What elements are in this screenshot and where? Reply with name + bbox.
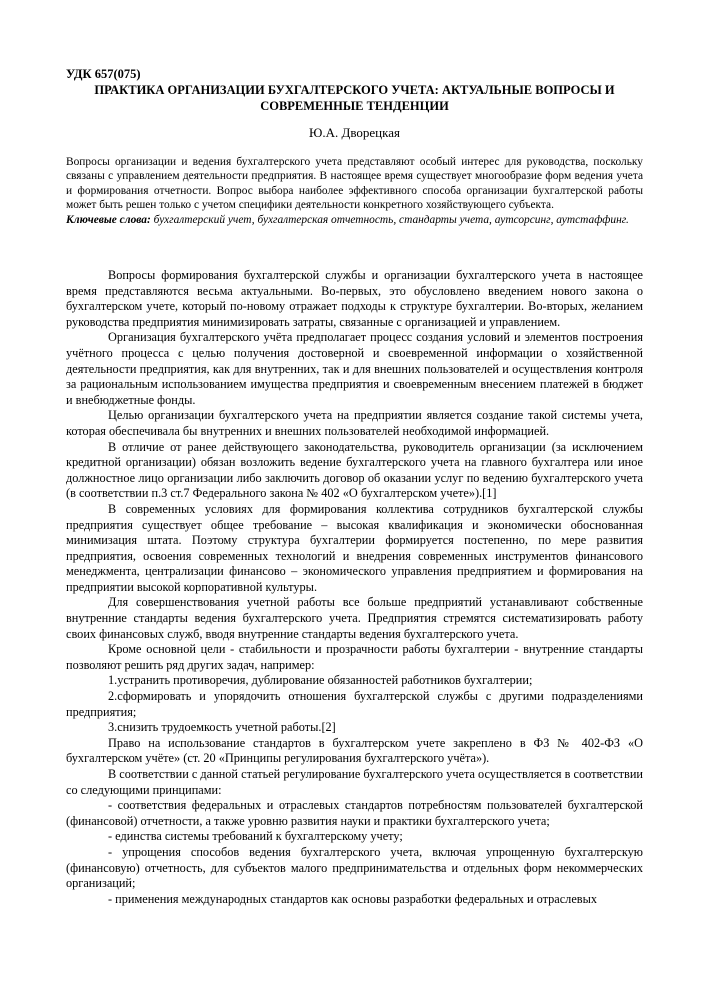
list-item: 1.устранить противоречия, дублирование обязанностей работников бухгалтерии; <box>108 673 533 688</box>
paragraph: Кроме основной цели - стабильности и прозрачности работы бухгалтерии - внутренние стандарты позволяют решить ряд других задач, например: <box>66 642 643 672</box>
list-item: - упрощения способов ведения бухгалтерского учета, включая упрощенную бухгалтерскую (финансовую) отчетность, для субъектов малого предпринимательства и отдельных форм некоммерческих организаций; <box>66 844 643 891</box>
keywords-list: бухгалтерский учет, бухгалтерская отчетность, стандарты учета, аутсорсинг, аутстаффинг. <box>153 213 629 226</box>
list-item: - применения международных стандартов как основы разработки федеральных и отраслевых <box>108 891 597 906</box>
paragraph: Для совершенствования учетной работы все больше предприятий устанавливают собственные внутренние стандарты ведения бухгалтерского учета. Предприятия стремятся систематизировать работу своих финансовых служб, вводя внутренние стандарты ведения бухгалтерского учета. <box>66 595 643 641</box>
abstract <box>66 155 643 227</box>
article-body <box>66 268 643 907</box>
paragraph: В отличие от ранее действующего законодательства, руководитель организации (за исключением кредитной организации) обязан возложить ведение бухгалтерского учета на главного бухгалтера или иное должностное лицо организации либо заключить договор об оказании услуг по ведению бухгалтерского учета (в соответствии п.3 ст.7 Федерального закона № 402 «О бухгалтерском учете»).[1] <box>66 439 643 501</box>
paragraph: Организация бухгалтерского учёта предполагает процесс создания условий и элементов построения учётного процесса с целью получения достоверной и своевременной информации о хозяйственной деятельности предприятия, как для внутренних, так и для внешних пользователей и осуществления контроля за рациональным использованием имущества предприятия и своевременным внесением платежей в бюджет и внебюджетные фонды. <box>66 330 643 407</box>
list-item: 2.сформировать и упорядочить отношения бухгалтерской службы с другими подразделениями предприятия; <box>66 689 643 719</box>
list-item: 3.снизить трудоемкость учетной работы.[2] <box>108 720 336 735</box>
keywords-label: Ключевые слова: <box>66 213 151 226</box>
paragraph: В соответствии с данной статьей регулирование бухгалтерского учета осуществляется в соответствии со следующими принципами: <box>66 767 643 797</box>
abstract-text: Вопросы организации и ведения бухгалтерского учета представляют особый интерес для руководства, поскольку связаны с управлением деятельности предприятия. В настоящее время существует многообразие форм ведения учета и формирования отчетности. Вопрос выбора наиболее эффективного способа организации бухгалтерской работы может быть решен только с учетом специфики деятельности конкретного хозяйствующего субъекта. <box>66 156 643 212</box>
paragraph: Целью организации бухгалтерского учета на предприятии является создание такой системы учета, которая обеспечивала бы внутренних и внешних пользователей необходимой информацией. <box>66 408 643 438</box>
udk-code: УДК 657(075) <box>66 67 141 81</box>
paragraph: Право на использование стандартов в бухгалтерском учете закреплено в ФЗ № 402-ФЗ «О бухгалтерском учёте» (ст. 20 «Принципы регулирования бухгалтерского учёта»). <box>66 735 643 766</box>
paper-title: ПРАКТИКА ОРГАНИЗАЦИИ БУХГАЛТЕРСКОГО УЧЕТА: АКТУАЛЬНЫЕ ВОПРОСЫ И СОВРЕМЕННЫЕ ТЕНДЕНЦИИ <box>94 83 615 113</box>
paragraph: В современных условиях для формирования коллектива сотрудников бухгалтерской службы предприятия существует общее требование – высокая квалификация и экономически обоснованная минимизация штата. Поэтому структура бухгалтерии формируется постепенно, по мере развития предприятия, освоения современных технологий и внедрения современных инструментов финансового менеджмента, централизации финансово – экономического управления предприятием и формирования на предприятии высокой корпоративной культуры. <box>66 501 643 594</box>
keywords <box>66 213 643 227</box>
paragraph: Вопросы формирования бухгалтерской службы и организации бухгалтерского учета в настоящее время представляются весьма актуальными. Во-первых, это обусловлено введением нового закона о бухгалтерском учете, который по-новому отражает подходы к структуре бухгалтерии. Во-вторых, желанием руководства предприятия минимизировать затраты, связанные с организацией и управлением. <box>66 268 643 329</box>
author-name: Ю.А. Дворецкая <box>308 125 400 140</box>
list-item: - соответствия федеральных и отраслевых стандартов потребностям пользователей бухгалтерской (финансовой) отчетности, а также уровню развития науки и практики бухгалтерского учета; <box>66 798 643 828</box>
list-item: - единства системы требований к бухгалтерскому учету; <box>108 829 403 844</box>
